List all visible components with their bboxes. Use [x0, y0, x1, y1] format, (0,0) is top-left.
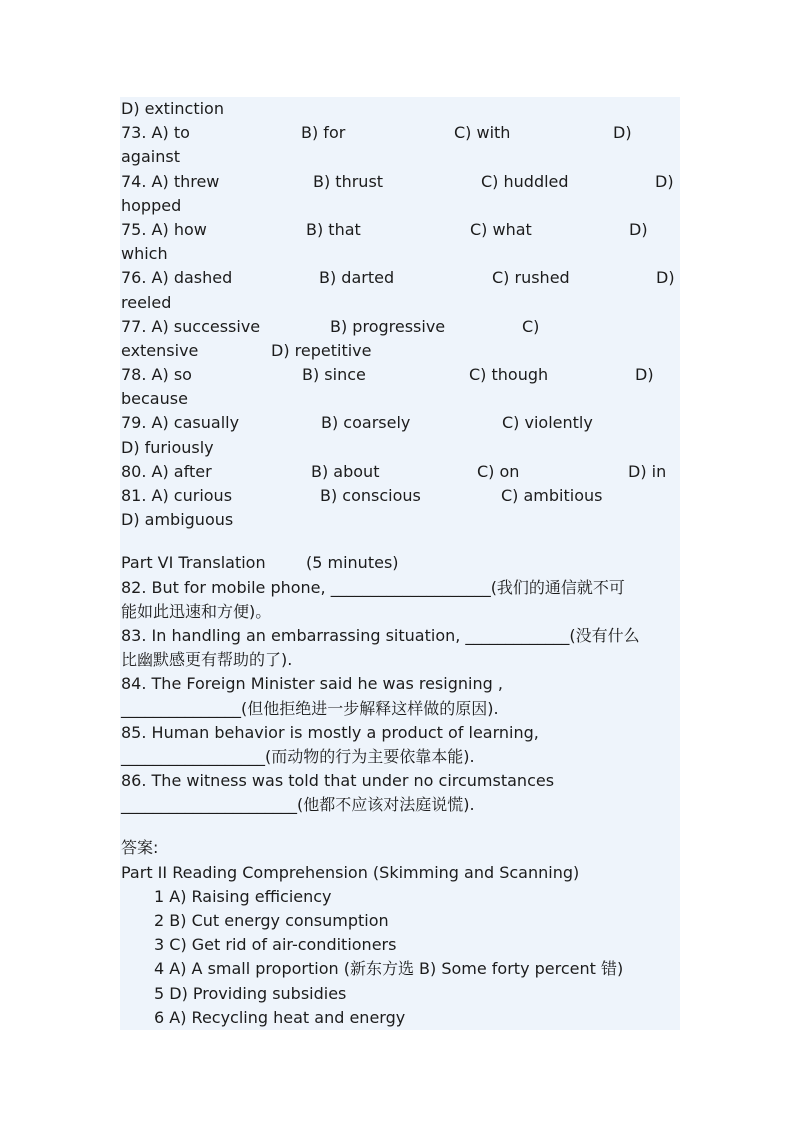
- question-78: [121, 363, 679, 387]
- translation-line: 84. The Foreign Minister said he was resigning ,: [121, 674, 503, 694]
- translation-line: _______________(但他拒绝进一步解释这样做的原因).: [121, 698, 499, 718]
- q75-option-b: B) that: [306, 219, 361, 239]
- q77-option-a: 77. A) successive: [121, 316, 261, 336]
- q75-option-c: C) what: [470, 219, 532, 239]
- translation-line: 比幽默感更有帮助的了).: [121, 650, 293, 670]
- q79-option-c: C) violently: [502, 413, 593, 433]
- question-79: [121, 411, 679, 435]
- q80-option-a: 80. A) after: [121, 461, 212, 481]
- q81-option-b: B) conscious: [320, 486, 421, 505]
- q76-option-b: B) darted: [319, 268, 395, 288]
- q76-option-a: 76. A) dashed: [121, 268, 233, 288]
- q78-option-d: D): [635, 365, 654, 385]
- part2-title: Part II Reading Comprehension (Skimming and Scanning): [121, 862, 580, 882]
- question-75: [121, 218, 679, 242]
- spacer: [121, 532, 679, 551]
- q74-wrap: hopped: [121, 195, 182, 215]
- translation-line: 85. Human behavior is mostly a product of learning,: [121, 722, 539, 742]
- q79-option-d: D) furiously: [121, 437, 214, 457]
- answer-item: 1 A) Raising efficiency: [154, 886, 332, 906]
- q81-option-a: 81. A) curious: [121, 486, 233, 505]
- question-73: [121, 121, 679, 145]
- answers-label: 答案:: [121, 838, 159, 858]
- q74-option-a: 74. A) threw: [121, 171, 220, 191]
- q72-option-d: D) extinction: [121, 99, 224, 118]
- q80-option-d: D) in: [628, 461, 667, 481]
- translation-line: 能如此迅速和方便)。: [121, 601, 272, 621]
- part6-time: (5 minutes): [306, 553, 399, 573]
- q79-option-a: 79. A) casually: [121, 413, 240, 433]
- spacer: [121, 817, 679, 836]
- part6-heading: [121, 551, 679, 575]
- q77-option-d: D) repetitive: [271, 340, 372, 360]
- q81-option-d: D) ambiguous: [121, 510, 234, 530]
- answer-item: 3 C) Get rid of air-conditioners: [154, 935, 397, 955]
- q76-option-d: D): [656, 268, 675, 288]
- translation-line: ______________________(他都不应该对法庭说慌).: [121, 795, 475, 815]
- q77-option-b: B) progressive: [330, 316, 446, 336]
- translation-line: 86. The witness was told that under no circumstances: [121, 771, 555, 791]
- translation-line: 82. But for mobile phone, ____________________(我们的通信就不可: [121, 577, 625, 597]
- q81-option-c: C) ambitious: [501, 486, 603, 505]
- q80-option-b: B) about: [311, 461, 380, 481]
- q74-option-c: C) huddled: [481, 171, 569, 191]
- part6-title: Part VI Translation: [121, 553, 266, 573]
- answer-item: 6 A) Recycling heat and energy: [154, 1007, 406, 1027]
- q78-option-a: 78. A) so: [121, 365, 192, 385]
- q76-wrap: reeled: [121, 292, 172, 312]
- question-77-line2: [121, 339, 679, 363]
- translation-line: __________________(而动物的行为主要依靠本能).: [121, 746, 475, 766]
- q73-option-b: B) for: [301, 123, 346, 143]
- answer-item: 2 B) Cut energy consumption: [154, 911, 389, 930]
- q80-option-c: C) on: [477, 461, 520, 481]
- q74-option-b: B) thrust: [313, 171, 384, 191]
- q73-option-c: C) with: [454, 123, 511, 143]
- q75-option-d: D): [629, 219, 648, 239]
- answer-item: 5 D) Providing subsidies: [154, 983, 347, 1003]
- question-76: [121, 266, 679, 290]
- question-77: [121, 315, 679, 339]
- q73-wrap: against: [121, 147, 180, 167]
- q78-option-b: B) since: [302, 365, 366, 385]
- q79-option-b: B) coarsely: [321, 413, 411, 433]
- answer-item: 4 A) A small proportion (新东方选 B) Some forty percent 错): [154, 959, 624, 979]
- q73-option-d: D): [613, 123, 632, 143]
- translation-line: 83. In handling an embarrassing situation, _____________(没有什么: [121, 625, 640, 645]
- q73-option-a: 73. A) to: [121, 123, 190, 143]
- q74-option-d: D): [655, 171, 674, 191]
- q75-wrap: which: [121, 244, 168, 264]
- question-74: [121, 170, 679, 194]
- q78-wrap: because: [121, 389, 188, 409]
- question-80: [121, 460, 679, 484]
- q75-option-a: 75. A) how: [121, 219, 207, 239]
- q78-option-c: C) though: [469, 365, 549, 385]
- q77-option-c: C): [522, 316, 540, 336]
- question-81: [121, 484, 679, 508]
- document-text: [121, 97, 679, 1030]
- q77-option-c-wrap: extensive: [121, 340, 199, 360]
- q76-option-c: C) rushed: [492, 268, 570, 288]
